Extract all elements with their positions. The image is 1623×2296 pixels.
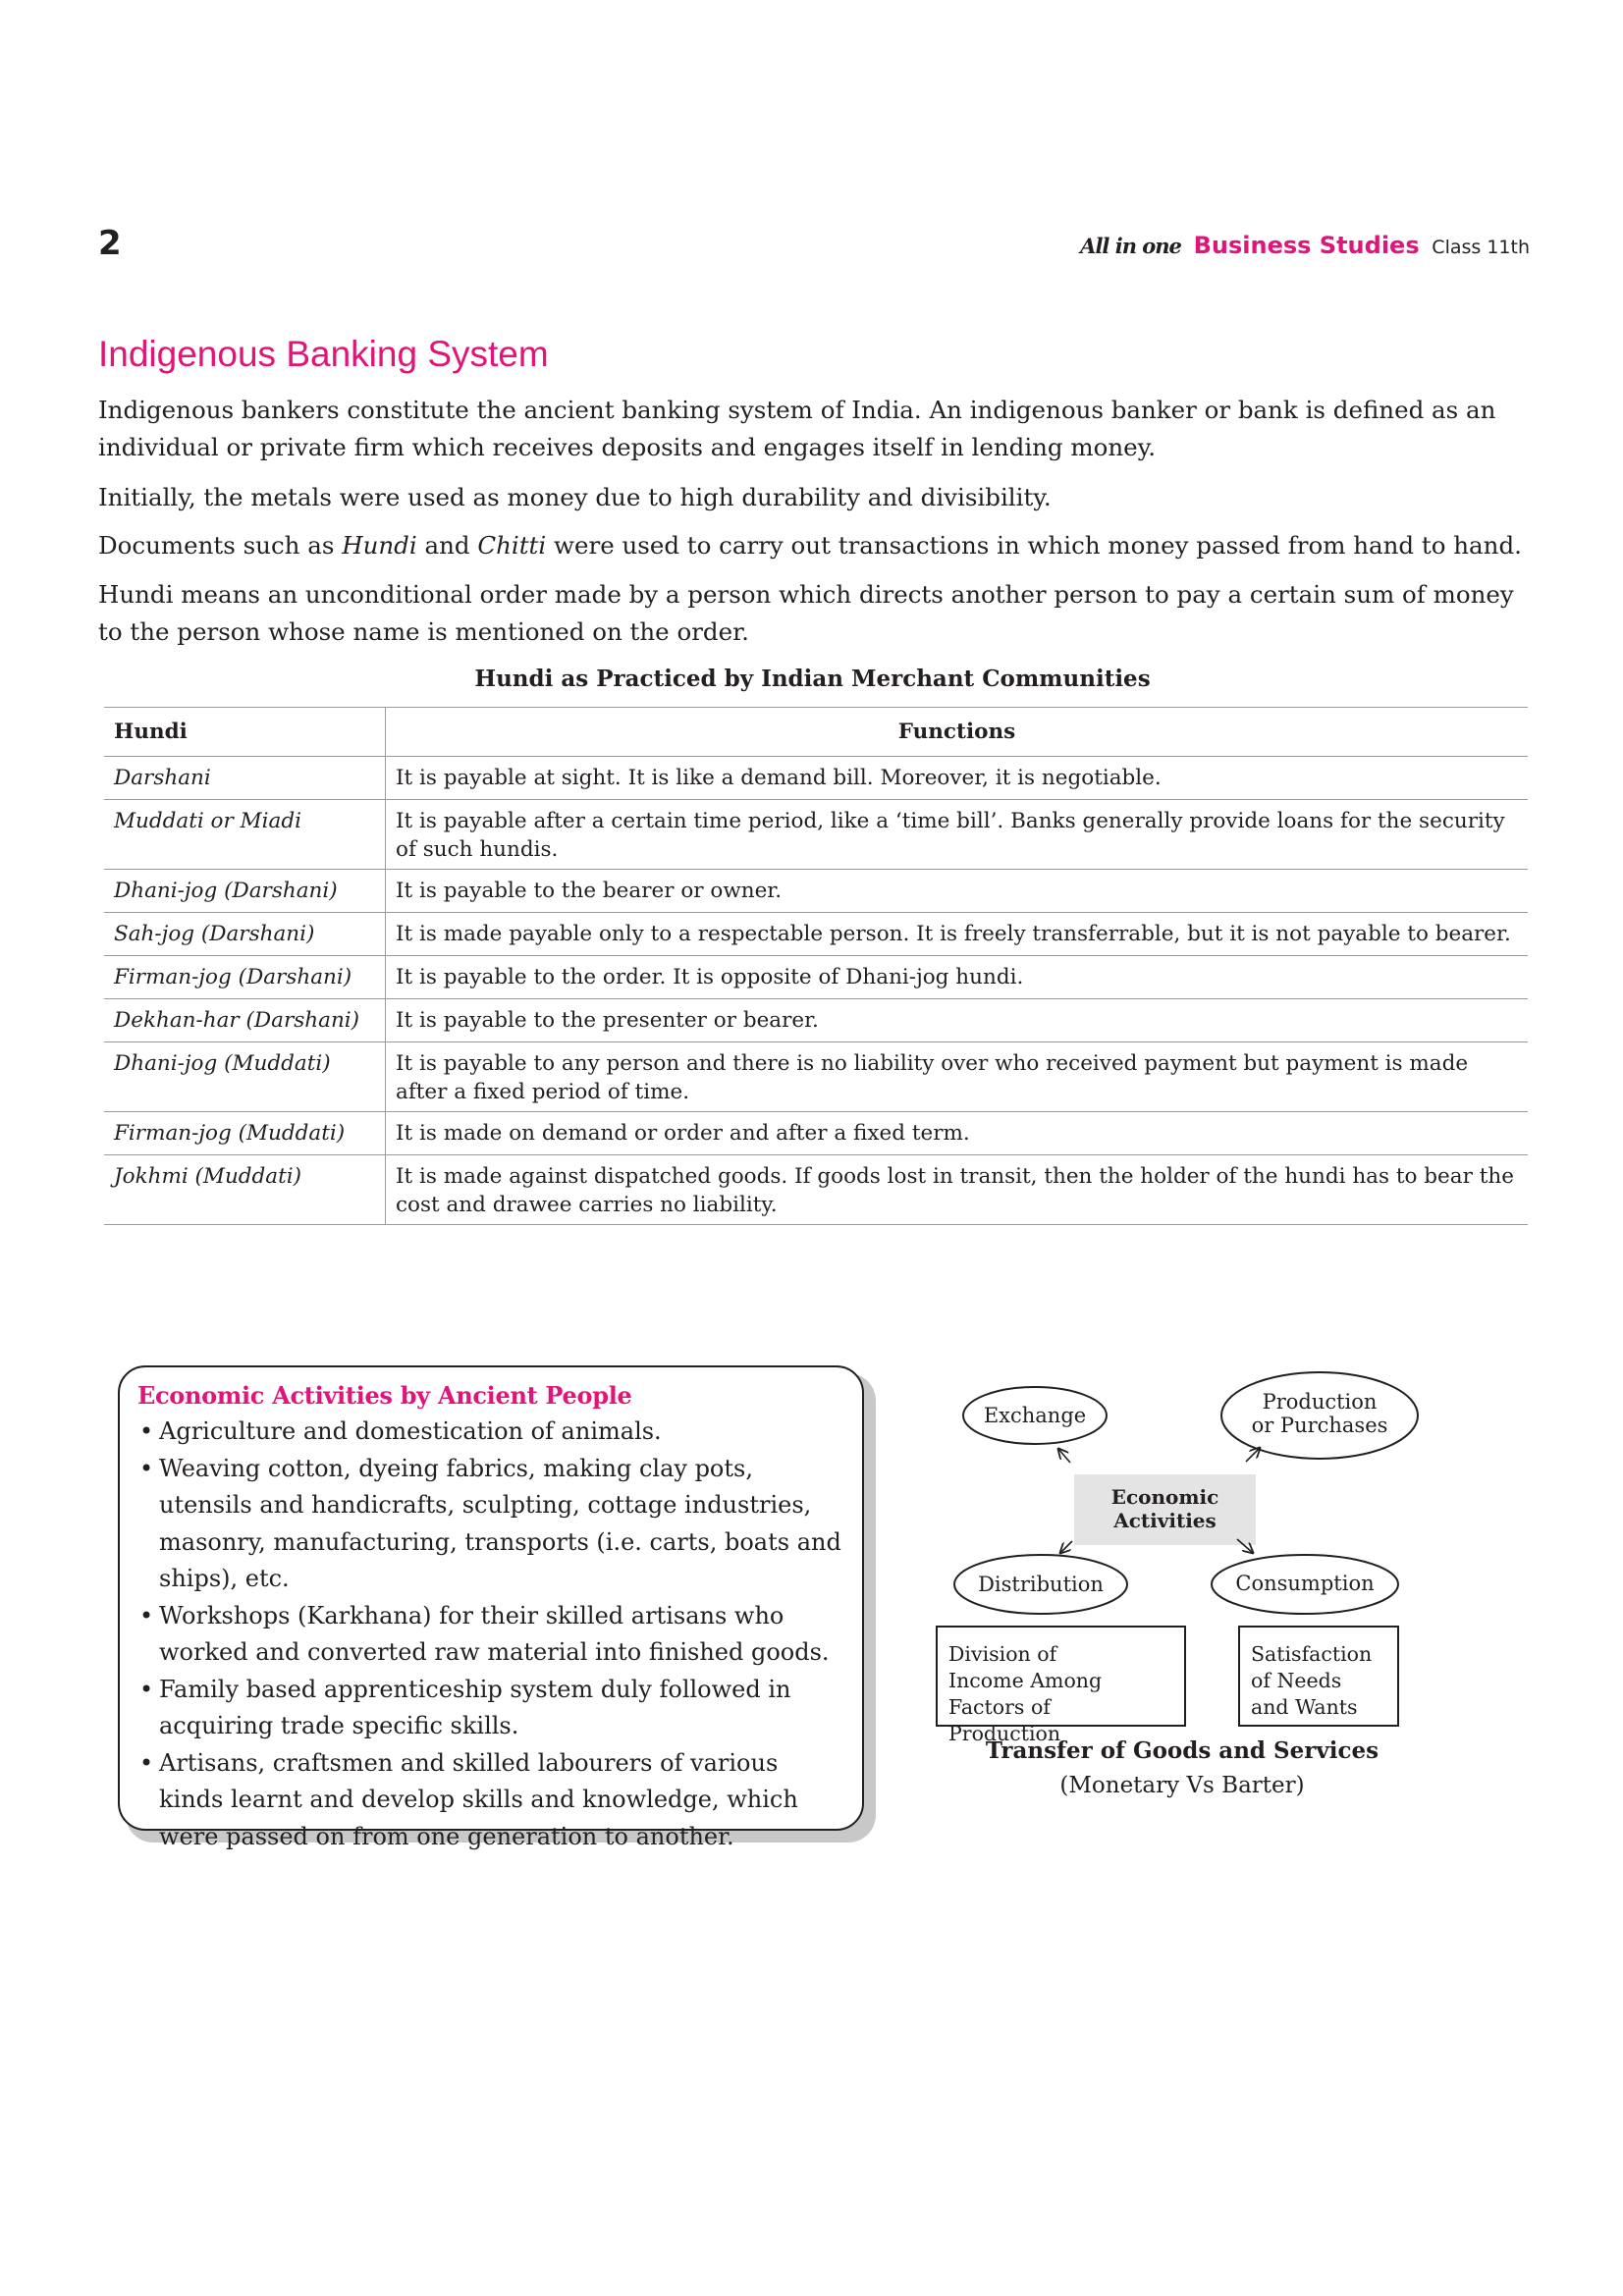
bullet-text: Artisans, craftsmen and skilled labourers of various kinds learnt and develop skills and knowledge, which were passed on from one generation to another. bbox=[159, 1748, 798, 1850]
term-chitti: Chitti bbox=[477, 531, 547, 560]
bullet-icon: • bbox=[139, 1601, 154, 1629]
table-row bbox=[104, 999, 1528, 1042]
bullet-text: Agriculture and domestication of animals. bbox=[159, 1417, 662, 1445]
running-head bbox=[1080, 232, 1530, 259]
bullet-icon: • bbox=[139, 1454, 154, 1482]
table-row bbox=[104, 913, 1528, 956]
box-title: Economic Activities by Ancient People bbox=[137, 1381, 632, 1410]
list-item bbox=[137, 1414, 844, 1451]
hundi-name: Muddati or Miadi bbox=[104, 800, 386, 870]
consumption-label: Consumption bbox=[1235, 1572, 1375, 1595]
diagram-caption-subtitle: (Monetary Vs Barter) bbox=[1059, 1773, 1305, 1798]
table-row bbox=[104, 870, 1528, 913]
bullet-text: Family based apprenticeship system duly followed in acquiring trade specific skills. bbox=[159, 1675, 791, 1739]
arrow-to-distribution bbox=[1060, 1541, 1072, 1553]
division-label: Division of Income Among Factors of Production bbox=[948, 1642, 1103, 1745]
hundi-name: Dekhan-har (Darshani) bbox=[104, 999, 386, 1042]
paragraph-metals: Initially, the metals were used as money due to high durability and divisibility. bbox=[98, 483, 1052, 511]
satisfaction-label: Satisfaction of Needs and Wants bbox=[1251, 1642, 1373, 1719]
hundi-function: It is payable to the presenter or bearer. bbox=[386, 999, 1529, 1042]
hundi-function: It is made payable only to a respectable person. It is freely transferrable, but it is not payable to bearer. bbox=[386, 913, 1529, 956]
hundi-name: Dhani-jog (Muddati) bbox=[104, 1042, 386, 1112]
list-item bbox=[137, 1598, 844, 1672]
arrow-to-production bbox=[1246, 1448, 1260, 1462]
list-item bbox=[137, 1745, 844, 1856]
list-item bbox=[137, 1451, 844, 1598]
bullet-text: Weaving cotton, dyeing fabrics, making clay pots, utensils and handicrafts, sculpting, cottage industries, masonry, manufacturing, transports (i.e. carts, boats and ships), etc. bbox=[159, 1454, 841, 1592]
hundi-function: It is payable after a certain time period, like a ‘time bill’. Banks generally provide loans for the security of such hundis. bbox=[386, 800, 1529, 870]
hundi-function: It is made against dispatched goods. If goods lost in transit, then the holder of the hundi has to bear the cost and drawee carries no liability. bbox=[386, 1155, 1529, 1225]
hundi-function: It is payable to the order. It is opposite of Dhani-jog hundi. bbox=[386, 956, 1529, 999]
table-row bbox=[104, 1112, 1528, 1155]
economic-activities-diagram bbox=[927, 1366, 1437, 1828]
hundi-name: Firman-jog (Darshani) bbox=[104, 956, 386, 999]
table-row bbox=[104, 1042, 1528, 1112]
hundi-function: It is payable at sight. It is like a demand bill. Moreover, it is negotiable. bbox=[386, 757, 1529, 800]
table-row bbox=[104, 757, 1528, 800]
table-header-row bbox=[104, 708, 1528, 757]
distribution-label: Distribution bbox=[978, 1573, 1104, 1596]
section-title: Indigenous Banking System bbox=[98, 334, 549, 374]
center-label: Economic Activities bbox=[1110, 1485, 1219, 1532]
text-segment: Documents such as bbox=[98, 531, 343, 560]
bullet-icon: • bbox=[139, 1748, 154, 1777]
paragraph-documents bbox=[98, 527, 1527, 564]
table-row bbox=[104, 956, 1528, 999]
class-label: Class 11th bbox=[1432, 237, 1530, 258]
bullet-icon: • bbox=[139, 1417, 154, 1445]
header-functions: Functions bbox=[386, 708, 1529, 757]
bullet-icon: • bbox=[139, 1675, 154, 1703]
exchange-label: Exchange bbox=[983, 1404, 1087, 1427]
paragraph-definition: Indigenous bankers constitute the ancient banking system of India. An indigenous banker or bank is defined as an individual or private firm which receives deposits and engages itself in lending money. bbox=[98, 396, 1496, 461]
list-item bbox=[137, 1672, 844, 1745]
economic-activities-box bbox=[118, 1365, 864, 1850]
hundi-name: Firman-jog (Muddati) bbox=[104, 1112, 386, 1155]
production-label: Production or Purchases bbox=[1251, 1390, 1388, 1437]
hundi-function: It is payable to any person and there is no liability over who received payment but payment is made after a fixed period of time. bbox=[386, 1042, 1529, 1112]
hundi-name: Jokhmi (Muddati) bbox=[104, 1155, 386, 1225]
arrow-to-exchange bbox=[1058, 1449, 1070, 1463]
subject-label: Business Studies bbox=[1193, 232, 1420, 259]
hundi-name: Sah-jog (Darshani) bbox=[104, 913, 386, 956]
hundi-function: It is payable to the bearer or owner. bbox=[386, 870, 1529, 913]
table-row bbox=[104, 1155, 1528, 1225]
header-hundi: Hundi bbox=[104, 708, 386, 757]
brand-logo: All in one bbox=[1080, 234, 1181, 258]
diagram-caption-title: Transfer of Goods and Services bbox=[985, 1737, 1380, 1764]
text-segment: were used to carry out transactions in which money passed from hand to hand. bbox=[546, 531, 1522, 560]
activities-list bbox=[137, 1414, 844, 1855]
hundi-table bbox=[104, 707, 1528, 1225]
hundi-function: It is made on demand or order and after a fixed term. bbox=[386, 1112, 1529, 1155]
hundi-name: Darshani bbox=[104, 757, 386, 800]
page-number: 2 bbox=[98, 224, 122, 263]
table-row bbox=[104, 800, 1528, 870]
term-hundi: Hundi bbox=[342, 531, 417, 560]
hundi-name: Dhani-jog (Darshani) bbox=[104, 870, 386, 913]
text-segment: and bbox=[416, 531, 478, 560]
bullet-text: Workshops (Karkhana) for their skilled artisans who worked and converted raw material into finished goods. bbox=[159, 1601, 830, 1666]
table-caption: Hundi as Practiced by Indian Merchant Communities bbox=[474, 666, 1151, 692]
paragraph-hundi-meaning: Hundi means an unconditional order made by a person which directs another person to pay a certain sum of money to the person whose name is mentioned on the order. bbox=[98, 580, 1514, 646]
